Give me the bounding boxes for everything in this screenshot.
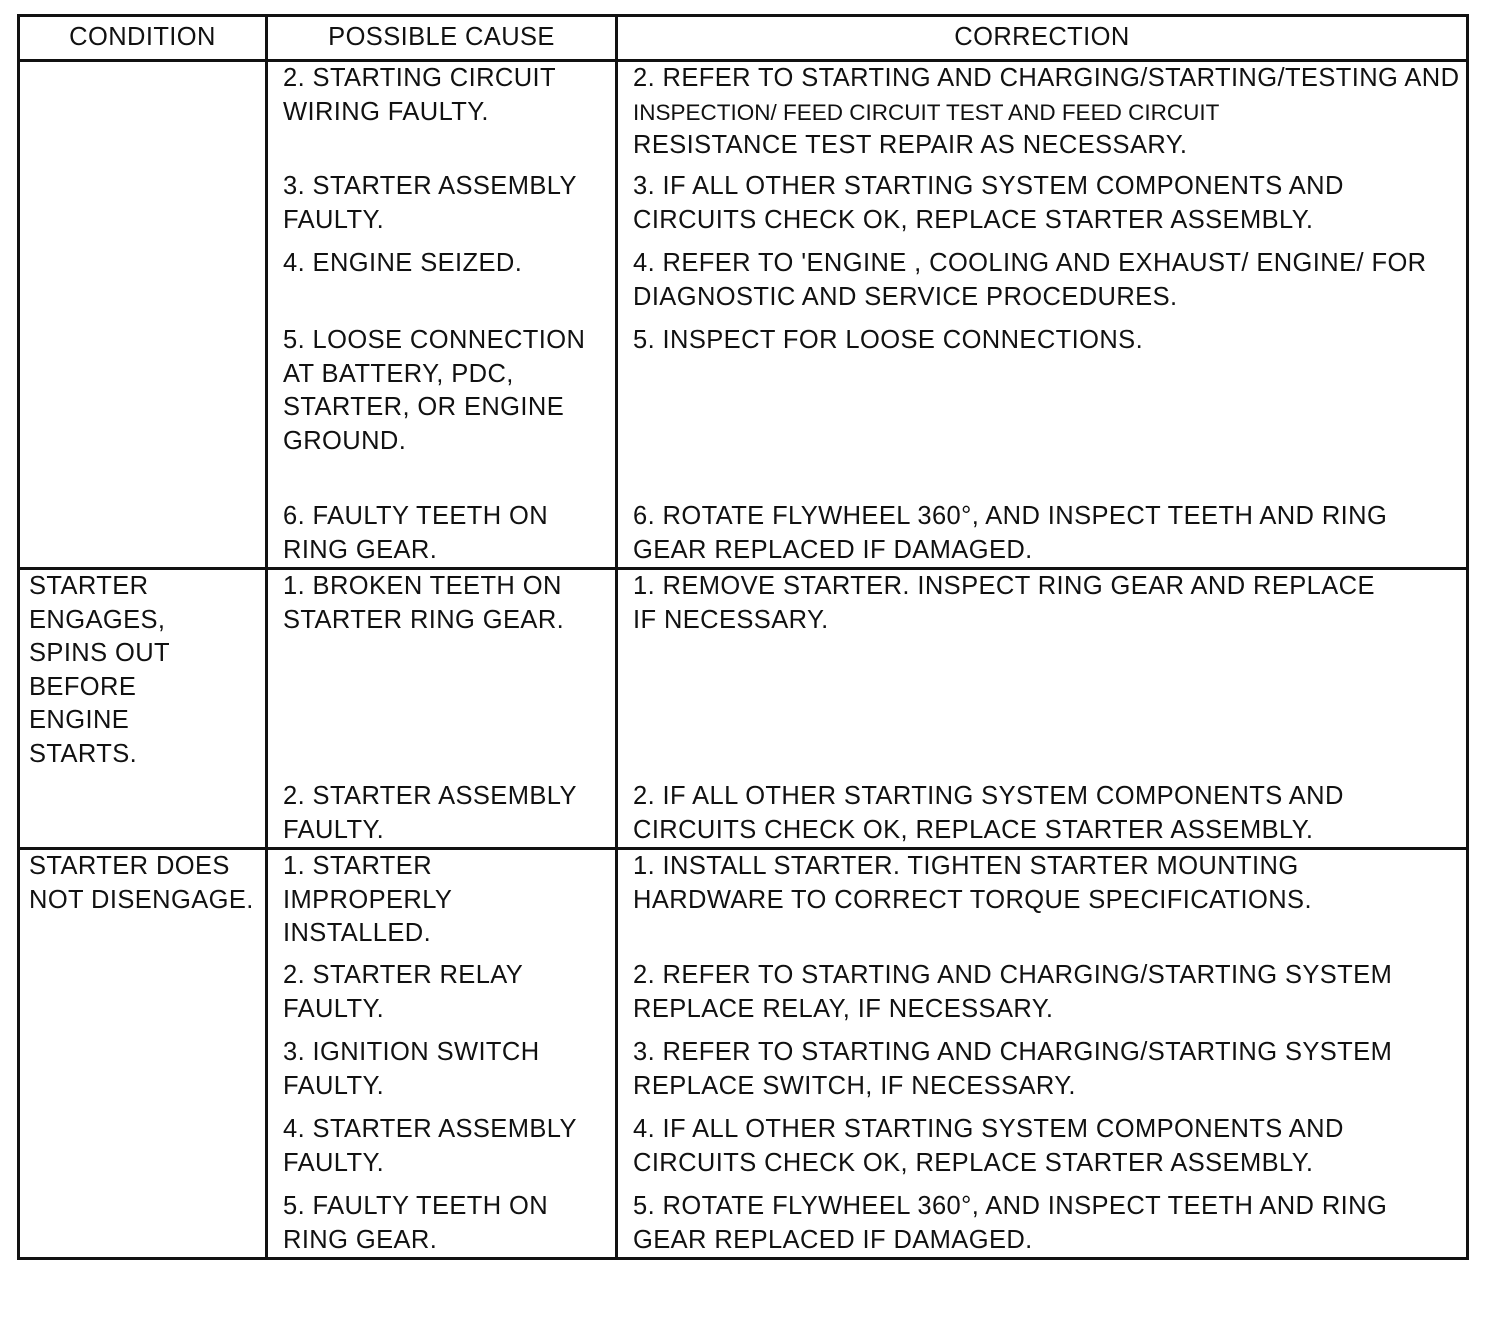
cause-entry: 5. LOOSE CONNECTION AT BATTERY, PDC, STARTER, OR ENGINE GROUND. [283, 326, 586, 455]
correction-line: REPLACE SWITCH, IF NECESSARY. [633, 1071, 1076, 1100]
cause-entry: 4. STARTER ASSEMBLY FAULTY. [283, 1115, 577, 1177]
correction-entry [618, 780, 1466, 847]
correction-entry [618, 62, 1466, 170]
header-condition: CONDITION [19, 16, 267, 61]
condition-text [20, 62, 265, 76]
cause-entry: 6. FAULTY TEETH ON RING GEAR. [283, 502, 549, 564]
cause-cell [267, 61, 617, 569]
condition-cell [19, 849, 267, 1259]
correction-line: CIRCUITS CHECK OK, REPLACE STARTER ASSEMBLY. [633, 815, 1314, 844]
cause-entry: 4. ENGINE SEIZED. [283, 249, 523, 277]
correction-entry [618, 170, 1466, 247]
header-possible-cause: POSSIBLE CAUSE [267, 16, 617, 61]
header-row [19, 16, 1468, 61]
correction-cell [617, 849, 1468, 1259]
cause-entry: 1. STARTER IMPROPERLY INSTALLED. [283, 852, 452, 947]
table-row [19, 61, 1468, 569]
cause-entry: 2. STARTER ASSEMBLY FAULTY. [283, 782, 577, 844]
correction-line: 3. REFER TO STARTING AND CHARGING/STARTING SYSTEM [633, 1038, 1393, 1066]
header-correction: CORRECTION [617, 16, 1468, 61]
table-row [19, 849, 1468, 1259]
correction-line: 4. IF ALL OTHER STARTING SYSTEM COMPONENTS AND [633, 1115, 1344, 1143]
correction-line: 1. REMOVE STARTER. INSPECT RING GEAR AND REPLACE [633, 572, 1375, 600]
table-row [19, 569, 1468, 849]
correction-entry [618, 324, 1466, 500]
diagnosis-table [17, 14, 1469, 1260]
correction-line: 1. INSTALL STARTER. TIGHTEN STARTER MOUNTING [633, 852, 1299, 880]
correction-entry [618, 570, 1466, 780]
cause-entry: 1. BROKEN TEETH ON STARTER RING GEAR. [283, 572, 565, 634]
correction-cell [617, 61, 1468, 569]
correction-entry [618, 959, 1466, 1036]
cause-entry: 2. STARTING CIRCUIT WIRING FAULTY. [283, 64, 556, 126]
cause-entry: 5. FAULTY TEETH ON RING GEAR. [283, 1192, 549, 1254]
condition-cell [19, 61, 267, 569]
correction-line: GEAR REPLACED IF DAMAGED. [633, 1225, 1033, 1254]
condition-text: STARTER DOES NOT DISENGAGE. [29, 852, 254, 914]
correction-entry [618, 850, 1466, 959]
correction-line: GEAR REPLACED IF DAMAGED. [633, 535, 1033, 564]
cause-entry: 3. IGNITION SWITCH FAULTY. [283, 1038, 540, 1100]
correction-line: 6. ROTATE FLYWHEEL 360°, AND INSPECT TEETH AND RING [633, 502, 1388, 530]
correction-line: RESISTANCE TEST REPAIR AS NECESSARY. [633, 131, 1188, 159]
cause-entry: 3. STARTER ASSEMBLY FAULTY. [283, 172, 577, 234]
correction-line: 2. REFER TO STARTING AND CHARGING/STARTING/TESTING AND [633, 64, 1460, 92]
correction-line: CIRCUITS CHECK OK, REPLACE STARTER ASSEMBLY. [633, 1148, 1314, 1177]
correction-line: 4. REFER TO 'ENGINE , COOLING AND EXHAUST/ ENGINE/ FOR [633, 249, 1427, 277]
condition-text: STARTER ENGAGES, SPINS OUT BEFORE ENGINE STARTS. [29, 572, 170, 768]
correction-line: 2. IF ALL OTHER STARTING SYSTEM COMPONENTS AND [633, 782, 1344, 810]
cause-entry: 2. STARTER RELAY FAULTY. [283, 961, 523, 1023]
correction-line: IF NECESSARY. [633, 605, 829, 634]
correction-entry [618, 1113, 1466, 1190]
correction-line: REPLACE RELAY, IF NECESSARY. [633, 994, 1054, 1023]
correction-cell [617, 569, 1468, 849]
correction-entry [618, 247, 1466, 324]
correction-line: 5. INSPECT FOR LOOSE CONNECTIONS. [633, 326, 1144, 354]
correction-line: 3. IF ALL OTHER STARTING SYSTEM COMPONENTS AND [633, 172, 1344, 200]
correction-entry [618, 1190, 1466, 1257]
correction-entry [618, 1036, 1466, 1113]
correction-entry [618, 500, 1466, 567]
cause-cell [267, 569, 617, 849]
correction-line: DIAGNOSTIC AND SERVICE PROCEDURES. [633, 282, 1178, 311]
correction-line: INSPECTION/ FEED CIRCUIT TEST AND FEED CIRCUIT [633, 99, 1220, 125]
cause-cell [267, 849, 617, 1259]
correction-line: 5. ROTATE FLYWHEEL 360°, AND INSPECT TEETH AND RING [633, 1192, 1388, 1220]
correction-line: CIRCUITS CHECK OK, REPLACE STARTER ASSEMBLY. [633, 205, 1314, 234]
condition-cell [19, 569, 267, 849]
correction-line: 2. REFER TO STARTING AND CHARGING/STARTING SYSTEM [633, 961, 1393, 989]
correction-line: HARDWARE TO CORRECT TORQUE SPECIFICATIONS. [633, 885, 1312, 914]
